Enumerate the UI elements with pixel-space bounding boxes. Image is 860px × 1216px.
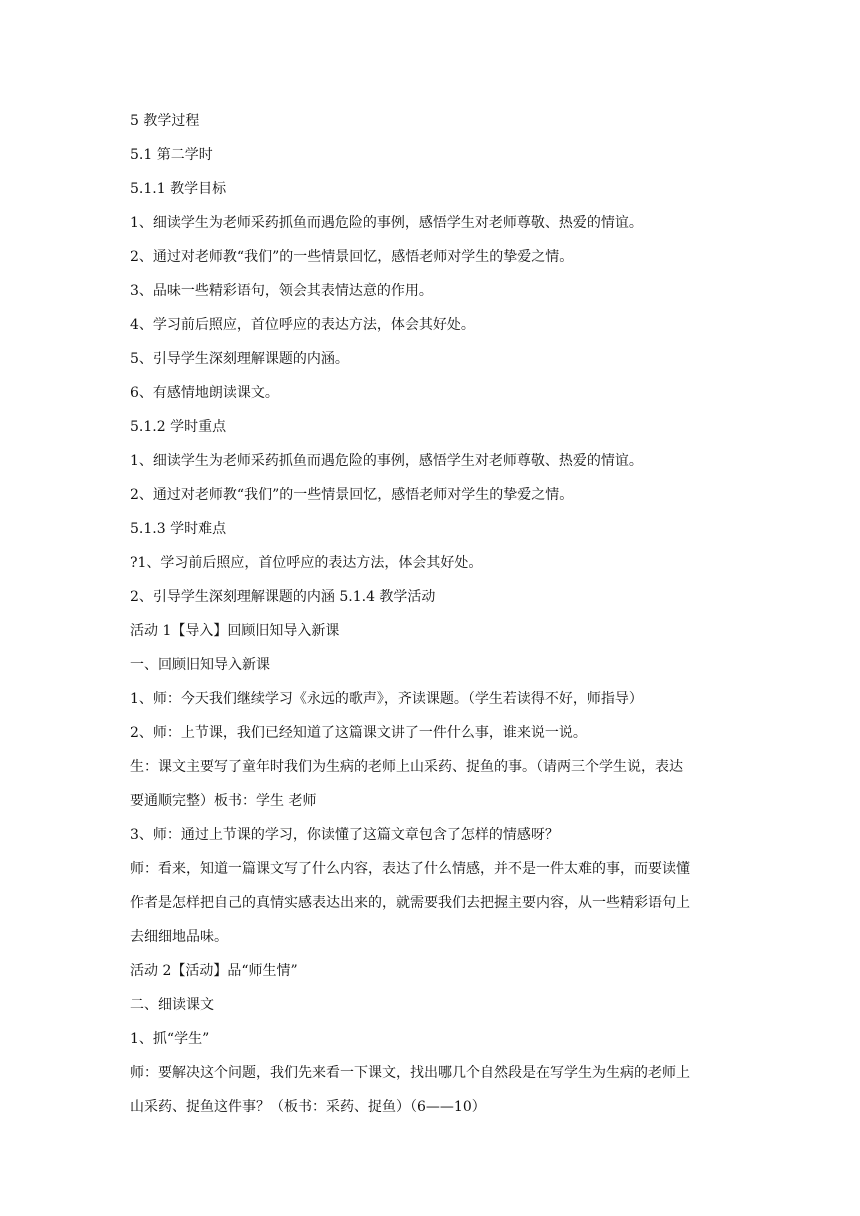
document-body <box>130 110 735 1130</box>
section-heading: 5 教学过程 <box>130 113 200 129</box>
text-line: 一、回顾旧知导入新课 <box>130 657 270 673</box>
text-line: 1、抓“学生” <box>130 1031 210 1047</box>
text-line: 3、师：通过上节课的学习，你读懂了这篇文章包含了怎样的情感呀？ <box>130 827 559 843</box>
text-line: 2、师：上节课，我们已经知道了这篇课文讲了一件什么事，谁来说一说。 <box>130 725 587 741</box>
text-line: 6、有感情地朗读课文。 <box>130 385 279 401</box>
subsection-heading: 5.1 第二学时 <box>130 147 213 163</box>
activity-heading: 活动 2【活动】品“师生情” <box>130 963 298 979</box>
text-line: 师：看来，知道一篇课文写了什么内容，表达了什么情感，并不是一件太难的事，而要读懂 <box>130 861 690 877</box>
text-line: 1、师：今天我们继续学习《永远的歌声》，齐读课题。（学生若读得不好，师指导） <box>130 691 643 707</box>
subsubsection-heading: 5.1.3 学时难点 <box>130 521 227 537</box>
text-line: ?1、学习前后照应，首位呼应的表达方法，体会其好处。 <box>130 555 483 571</box>
text-line: 2、引导学生深刻理解课题的内涵 5.1.4 教学活动 <box>130 589 436 605</box>
text-line: 2、通过对老师教“我们”的一些情景回忆，感悟老师对学生的挚爱之情。 <box>130 487 574 503</box>
text-line: 二、细读课文 <box>130 997 214 1013</box>
text-line: 师：要解决这个问题，我们先来看一下课文，找出哪几个自然段是在写学生为生病的老师上 <box>130 1065 690 1081</box>
text-line: 5、引导学生深刻理解课题的内涵。 <box>130 351 349 367</box>
text-line: 1、细读学生为老师采药抓鱼而遇危险的事例，感悟学生对老师尊敬、热爱的情谊。 <box>130 215 643 231</box>
text-line: 去细细地品味。 <box>130 929 228 945</box>
text-line: 3、品味一些精彩语句，领会其表情达意的作用。 <box>130 283 433 299</box>
activity-heading: 活动 1【导入】回顾旧知导入新课 <box>130 623 340 639</box>
text-line: 生：课文主要写了童年时我们为生病的老师上山采药、捉鱼的事。（请两三个学生说，表达 <box>130 759 683 775</box>
text-line: 要通顺完整）板书：学生 老师 <box>130 793 317 809</box>
subsubsection-heading: 5.1.2 学时重点 <box>130 419 227 435</box>
text-line: 山采药、捉鱼这件事？（板书：采药、捉鱼）（6——10） <box>130 1099 486 1115</box>
text-line: 作者是怎样把自己的真情实感表达出来的，就需要我们去把握主要内容，从一些精彩语句上 <box>130 895 690 911</box>
text-line: 4、学习前后照应，首位呼应的表达方法，体会其好处。 <box>130 317 475 333</box>
text-line: 2、通过对老师教“我们”的一些情景回忆，感悟老师对学生的挚爱之情。 <box>130 249 574 265</box>
subsubsection-heading: 5.1.1 教学目标 <box>130 181 227 197</box>
text-line: 1、细读学生为老师采药抓鱼而遇危险的事例，感悟学生对老师尊敬、热爱的情谊。 <box>130 453 643 469</box>
